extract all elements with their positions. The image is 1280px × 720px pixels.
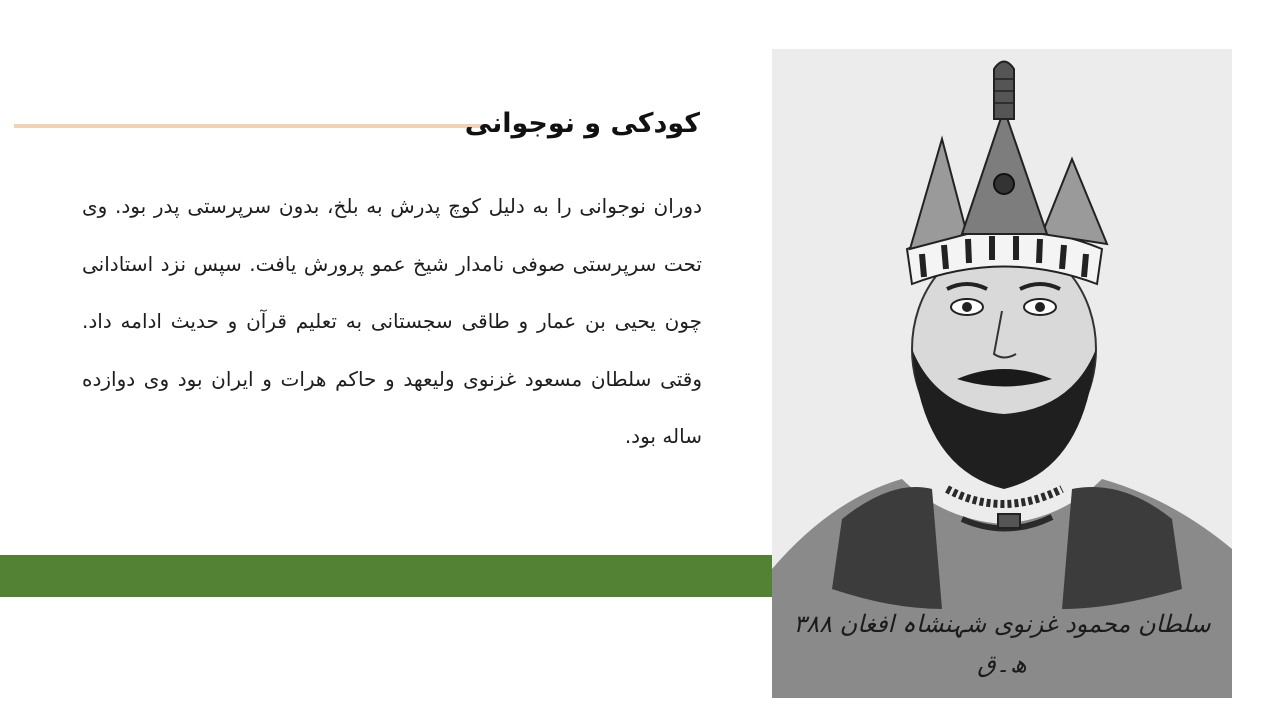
portrait-caption: سلطان محمود غزنوی شہنشاہ افغان ۳۸۸ ھ۔ق — [793, 610, 1211, 678]
title-accent-line — [14, 124, 482, 128]
green-accent-band — [0, 555, 772, 597]
slide-title: کودکی و نوجوانی — [464, 108, 700, 139]
portrait-image — [772, 49, 1232, 698]
body-paragraph: دوران نوجوانی را به دلیل کوچ پدرش به بلخ، بدون سرپرستی پدر بود. وی تحت سرپرستی صوفی نامدار شیخ عمو پرورش یافت. سپس نزد استادانی چون یحیی بن عمار و طاقی سجستانی به تعلیم قرآن و حدیث ادامه داد. وقتی سلطان مسعود غزنوی ولیعهد و حاکم هرات و ایران بود وی دوازده ساله بود. — [82, 194, 702, 448]
portrait-drawing — [772, 49, 1232, 698]
